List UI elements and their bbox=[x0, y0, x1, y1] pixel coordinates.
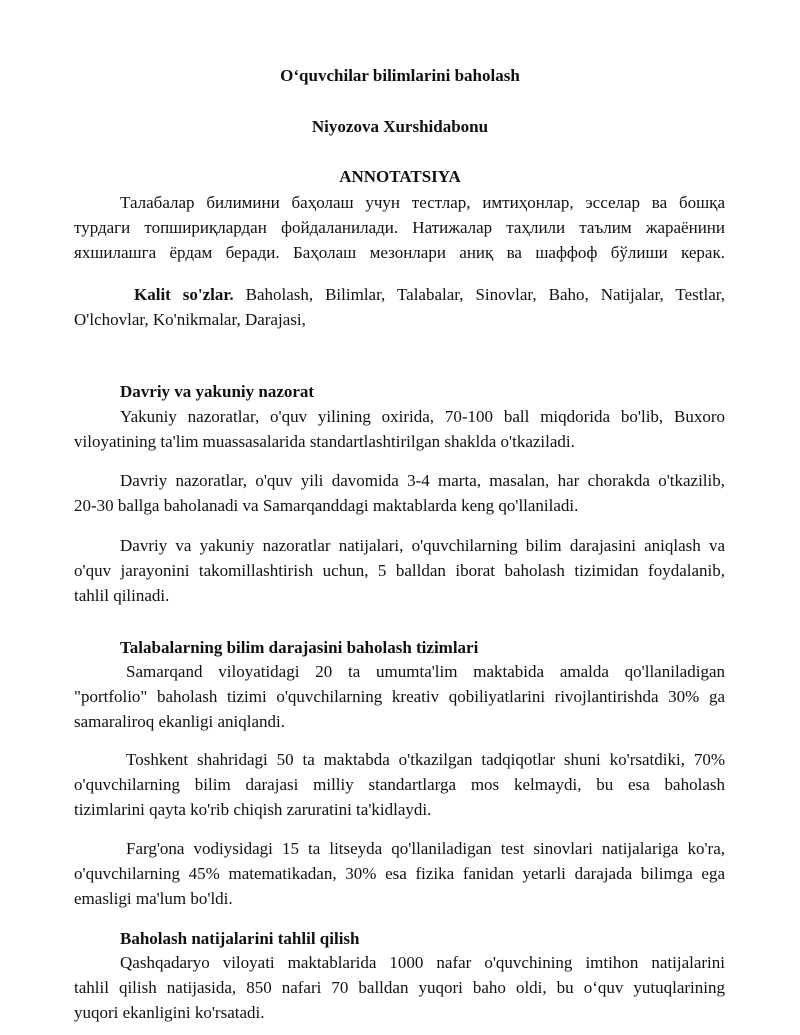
keywords-label: Kalit so'zlar. bbox=[134, 285, 234, 304]
section-heading: Baholash natijalarini tahlil qilish bbox=[120, 929, 360, 948]
paragraph-line: tizimlarini qayta ko'rib chiqish zaruratini ta'kidlaydi. bbox=[74, 800, 432, 819]
annotation-line: Талабалар билимини баҳолаш учун тестлар, имтиҳонлар, эсселар ва бошқа bbox=[120, 193, 725, 212]
paragraph-line: tahlil qilish natijasida, 850 nafari 70 balldan yuqori baho oldi, bu oʻquv yutuqlarining bbox=[74, 978, 725, 997]
keywords-text: Baholash, Bilimlar, Talabalar, Sinovlar, Baho, Natijalar, Testlar, bbox=[233, 285, 725, 304]
keywords-line: O'lchovlar, Ko'nikmalar, Darajasi, bbox=[74, 310, 306, 329]
paragraph-line: o'quv jarayonini takomillashtirish uchun, 5 balldan iborat baholash tizimidan foydalanib, bbox=[74, 561, 725, 580]
paragraph-line: viloyatining ta'lim muassasalarida standartlashtirilgan shaklda o'tkaziladi. bbox=[74, 432, 575, 451]
body-paragraph bbox=[74, 950, 725, 1025]
paragraph-line: yuqori ekanligini ko'rsatadi. bbox=[74, 1003, 265, 1022]
body-paragraph bbox=[74, 533, 725, 608]
paragraph-line: emasligi ma'lum bo'ldi. bbox=[74, 889, 233, 908]
paragraph-line: o'quvchilarning bilim darajasi milliy standartlarga mos kelmaydi, bu esa baholash bbox=[74, 775, 725, 794]
keywords-line bbox=[74, 282, 725, 307]
annotation-line: яхшилашга ёрдам беради. Баҳолаш мезонлари аниқ ва шаффоф бўлиши керак. bbox=[74, 243, 725, 262]
paragraph-line: Qashqadaryo viloyati maktablarida 1000 nafar o'quvchining imtihon natijalarini bbox=[120, 953, 725, 972]
body-paragraph bbox=[74, 468, 725, 518]
paragraph-line: Yakuniy nazoratlar, o'quv yilining oxirida, 70-100 ball miqdorida bo'lib, Buxoro bbox=[120, 407, 725, 426]
body-paragraph bbox=[74, 836, 725, 911]
annotation-line: турдаги топшириқлардан фойдаланилади. Натижалар таҳлили таълим жараёнини bbox=[74, 218, 725, 237]
section-heading: Davriy va yakuniy nazorat bbox=[120, 382, 315, 401]
body-paragraph bbox=[74, 747, 725, 822]
paragraph-line: Davriy nazoratlar, o'quv yili davomida 3-4 marta, masalan, har chorakda o'tkazilib, bbox=[120, 471, 725, 490]
section-heading: Talabalarning bilim darajasini baholash tizimlari bbox=[120, 638, 479, 657]
paragraph-line: o'quvchilarning 45% matematikadan, 30% esa fizika fanidan yetarli darajada bilimga ega bbox=[74, 864, 725, 883]
body-paragraph bbox=[74, 659, 725, 734]
author-name: Niyozova Xurshidabonu bbox=[311, 117, 489, 136]
paragraph-line: samaraliroq ekanligi aniqlandi. bbox=[74, 712, 286, 731]
paragraph-line: 20-30 ballga baholanadi va Samarqanddagi maktablarda keng qo'llaniladi. bbox=[74, 496, 579, 515]
paragraph-line: "portfolio" baholash tizimi o'quvchilarning kreativ qobiliyatlarini rivojlantirishda 30% ga bbox=[74, 687, 725, 706]
paper-title: Oʻquvchilar bilimlarini baholash bbox=[280, 66, 520, 85]
paragraph-line: Toshkent shahridagi 50 ta maktabda o'tkazilgan tadqiqotlar shuni ko'rsatdiki, 70% bbox=[126, 750, 725, 769]
annotation-paragraph bbox=[74, 190, 725, 265]
annotation-heading: ANNOTATSIYA bbox=[339, 167, 461, 186]
paragraph-line: Samarqand viloyatidagi 20 ta umumta'lim maktabida amalda qo'llaniladigan bbox=[126, 662, 725, 681]
paragraph-line: Davriy va yakuniy nazoratlar natijalari, o'quvchilarning bilim darajasini aniqlash va bbox=[120, 536, 725, 555]
paragraph-line: Farg'ona vodiysidagi 15 ta litseyda qo'llaniladigan test sinovlari natijalariga ko'ra, bbox=[126, 839, 725, 858]
paragraph-line: tahlil qilinadi. bbox=[74, 586, 170, 605]
keywords-paragraph bbox=[74, 282, 725, 332]
body-paragraph bbox=[74, 404, 725, 454]
